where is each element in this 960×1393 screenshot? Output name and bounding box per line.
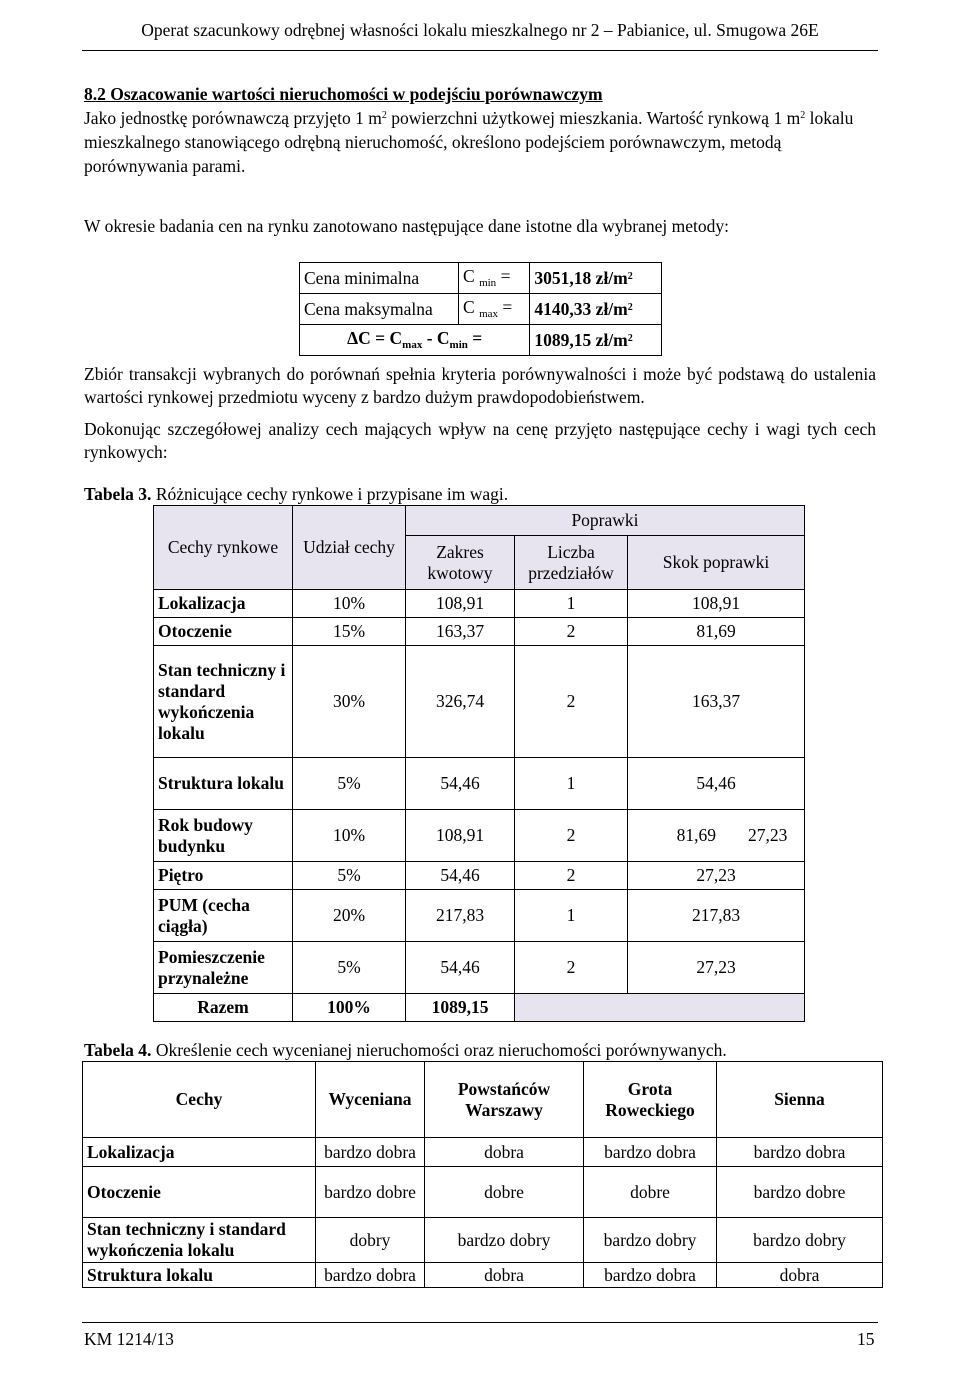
table-row: Otoczenie bardzo dobre dobre dobre bardzo dobre: [83, 1167, 883, 1218]
max-price-label: Cena maksymalna: [300, 294, 459, 325]
t3-header-skok: Skok poprawki: [628, 536, 805, 590]
table4-caption: Tabela 4. Określenie cech wycenianej nieruchomości oraz nieruchomości porównywanych.: [84, 1040, 727, 1060]
table-row: Otoczenie 15% 163,37 2 81,69: [154, 618, 805, 646]
table-row: Struktura lokalu bardzo dobra dobra bardzo dobra dobra: [83, 1263, 883, 1288]
table-row: Piętro 5% 54,46 2 27,23: [154, 862, 805, 890]
min-price-symbol: C $_{min}$ =: [459, 263, 530, 294]
t4-header-wyceniana: Wyceniana: [316, 1062, 425, 1138]
t3-header-zakres: Zakres kwotowy: [406, 536, 515, 590]
min-price-label: Cena minimalna: [300, 263, 459, 294]
paragraph-intro: W okresie badania cen na rynku zanotowano następujące dane istotne dla wybranej metody:: [84, 216, 729, 236]
t3-header-poprawki: Poprawki: [406, 506, 805, 536]
t4-header-powstancow: Powstańców Warszawy: [425, 1062, 584, 1138]
table-row: Lokalizacja bardzo dobra dobra bardzo dobra bardzo dobra: [83, 1138, 883, 1167]
page-header: Operat szacunkowy odrębnej własności lokalu mieszkalnego nr 2 – Pabianice, ul. Smugowa 26E: [141, 20, 819, 40]
min-price-value: 3051,18 $zł/m^2$: [530, 263, 662, 294]
t4-header-cechy: Cechy: [83, 1062, 316, 1138]
table-row: PUM (cecha ciągła) 20% 217,83 1 217,83: [154, 890, 805, 942]
max-price-symbol: C $_{max}$ =: [459, 294, 530, 325]
t3-extra-value: 27,23: [748, 825, 788, 845]
delta-value: 1089,15 $zł/m^2$: [530, 325, 662, 356]
table-row: Rok budowy budynku 10% 108,91 2 81,69 27,23: [154, 810, 805, 862]
table-row: Stan techniczny i standard wykończenia lokalu dobry bardzo dobry bardzo dobry bardzo dobry: [83, 1218, 883, 1263]
t3-header-liczba: Liczba przedziałów: [515, 536, 628, 590]
table-row: Struktura lokalu 5% 54,46 1 54,46: [154, 758, 805, 810]
section-title: 8.2 Oszacowanie wartości nieruchomości w podejściu porównawczym: [84, 84, 603, 104]
t4-header-grota: Grota Roweckiego: [584, 1062, 717, 1138]
t3-skok-with-extra: 81,69 27,23: [628, 810, 805, 862]
t3-header-udzial: Udział cechy: [293, 506, 406, 590]
paragraph-comparability: Zbiór transakcji wybranych do porównań spełnia kryteria porównywalności i może być podstawą do ustalenia wartości rynkowej przedmiotu wyceny z bardzo dużym prawdopodobieństwem.: [84, 364, 876, 407]
paragraph-unit: Jako jednostkę porównawczą przyjęto 1 $m^2$ powierzchni użytkowej mieszkania. Wartość rynkową 1 $m^2$ lokalu mieszkalnego stanowiącego odrębną nieruchomość, określono podejściem porównawczym, metodą porównywania parami.: [84, 108, 854, 176]
table-row: Lokalizacja 10% 108,91 1 108,91: [154, 590, 805, 618]
table-row: Stan techniczny i standard wykończenia lokalu 30% 326,74 2 163,37: [154, 646, 805, 758]
table3-caption: Tabela 3. Różnicujące cechy rynkowe i przypisane im wagi.: [84, 484, 509, 504]
t4-header-sienna: Sienna: [717, 1062, 883, 1138]
t3-header-cechy: Cechy rynkowe: [154, 506, 293, 590]
delta-formula: $\Delta C = C_{max} - C_{min}$ =: [300, 325, 530, 356]
table3-features: [153, 505, 805, 1022]
table4-comparison: [82, 1061, 883, 1288]
table-total-row: Razem 100% 1089,15: [154, 994, 805, 1022]
page-number: 15: [857, 1329, 875, 1349]
header-divider: [82, 50, 878, 51]
table-row: Pomieszczenie przynależne 5% 54,46 2 27,23: [154, 942, 805, 994]
footer-doc-id: KM 1214/13: [84, 1329, 174, 1349]
price-range-table: [299, 262, 662, 356]
max-price-value: 4140,33 $zł/m^2$: [530, 294, 662, 325]
paragraph-analysis: Dokonując szczegółowej analizy cech mających wpływ na cenę przyjęto następujące cechy i wagi tych cech rynkowych:: [84, 419, 876, 462]
footer-divider: [82, 1322, 878, 1323]
